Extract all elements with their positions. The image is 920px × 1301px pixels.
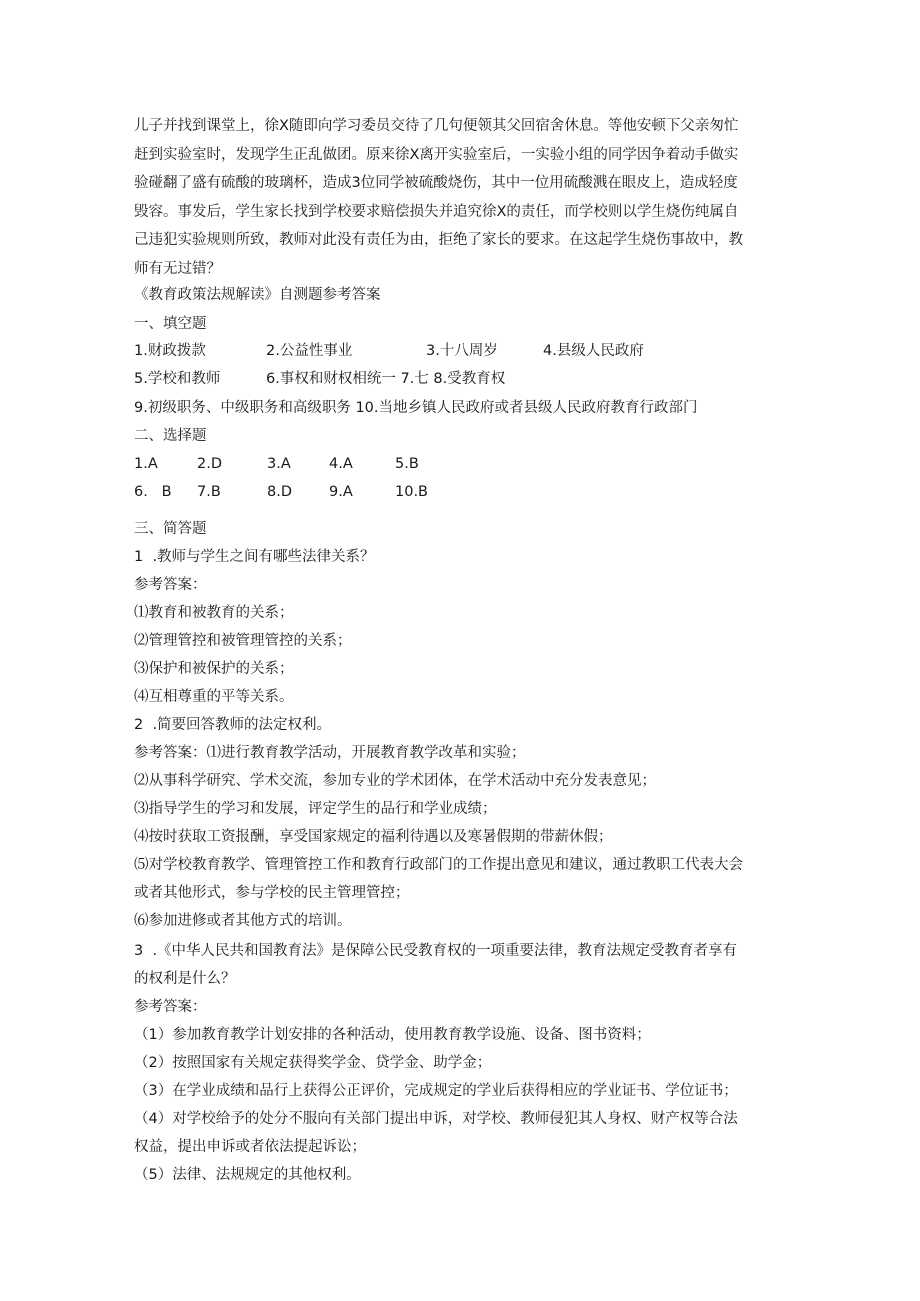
case-line: 毁容。事发后，学生家长找到学校要求赔偿损失并追究徐X的责任，而学校则以学生烧伤纯属自 [134,203,739,220]
choice-answer: 7.B [197,484,221,500]
answer-item: （1）参加教育教学计划安排的各种活动，使用教育教学设施、设备、图书资料； [134,1027,651,1043]
fill-blank-answer: 4.县级人民政府 [543,343,644,359]
case-line: 验碰翻了盛有硫酸的玻璃杯，造成3位同学被硫酸烧伤，其中一位用硫酸溅在眼皮上，造成轻度 [134,175,738,191]
fill-blank-row-3: 9.初级职务、中级职务和高级职务 10.当地乡镇人民政府或者县级人民政府教育行政部门 [134,400,698,416]
fill-blank-answer: 6.事权和财权相统一 7.七 8.受教育权 [266,371,506,387]
case-paragraph [134,112,794,283]
fill-blank-answer: 5.学校和教师 [134,371,221,387]
reference-answer-label: 参考答案： [134,999,207,1015]
answer-item: 权益，提出申诉或者依法提起诉讼； [134,1139,366,1155]
case-line: 师有无过错？ [134,260,221,277]
choice-answer: 4.A [329,456,353,472]
answer-item: ⑶指导学生的学习和发展，评定学生的品行和学业成绩； [134,801,497,817]
fill-blank-heading: 一、填空题 [134,316,207,332]
choice-answer: 5.B [395,456,419,472]
reference-answer-label: 参考答案： [134,577,207,593]
choice-answer: 9.A [329,484,353,500]
answer-item: ⑶保护和被保护的关系； [134,661,294,677]
choice-answer: 6. B [134,484,172,500]
choice-answer: 2.D [197,456,222,472]
answer-item: ⑹参加进修或者其他方式的培训。 [134,913,352,929]
fill-blank-answer: 3.十八周岁 [426,343,498,359]
answer-item: ⑷互相尊重的平等关系。 [134,689,294,705]
question-3-line: 的权利是什么？ [134,971,236,987]
choice-answer: 3.A [267,456,291,472]
question-2: 2 .简要回答教师的法定权利。 [134,717,332,733]
fill-blank-answer: 2.公益性事业 [266,343,353,359]
choice-answer: 1.A [134,456,158,472]
answer-item: （5）法律、法规规定的其他权利。 [134,1167,361,1183]
case-line: 己违犯实验规则所致，教师对此没有责任为由，拒绝了家长的要求。在这起学生烧伤事故中，教 [134,232,743,248]
choice-answer: 10.B [395,484,429,500]
answer-title: 《教育政策法规解读》自测题参考答案 [134,287,381,303]
answer-item: （2）按照国家有关规定获得奖学金、贷学金、助学金； [134,1055,492,1071]
answer-item: ⑵管理管控和被管理管控的关系； [134,633,352,649]
short-answer-heading: 三、简答题 [134,521,207,537]
question-1: 1 .教师与学生之间有哪些法律关系？ [134,549,375,565]
answer-item: ⑴教育和被教育的关系； [134,605,294,621]
answer-item: （4）对学校给予的处分不服向有关部门提出申诉，对学校、教师侵犯其人身权、财产权等合法 [134,1111,738,1127]
answer-item: ⑸对学校教育教学、管理管控工作和教育行政部门的工作提出意见和建议，通过教职工代表大会 [134,857,743,873]
question-3-line: 3 .《中华人民共和国教育法》是保障公民受教育权的一项重要法律，教育法规定受教育者享有 [134,943,738,959]
answer-item: （3）在学业成绩和品行上获得公正评价，完成规定的学业后获得相应的学业证书、学位证书； [134,1083,738,1099]
answer-item: 参考答案：⑴进行教育教学活动，开展教育教学改革和实验； [134,745,526,761]
fill-blank-answer: 1.财政拨款 [134,343,206,359]
case-line: 赶到实验室时，发现学生正乱做团。原来徐X离开实验室后，一实验小组的同学因争着动手做实 [134,146,739,163]
choice-answer: 8.D [267,484,292,500]
answer-item: 或者其他形式，参与学校的民主管理管控； [134,885,410,901]
answer-item: ⑷按时获取工资报酬，享受国家规定的福利待遇以及寒暑假期的带薪休假； [134,829,613,845]
case-line: 儿子并找到课堂上，徐X随即向学习委员交待了几句便领其父回宿舍休息。等他安顿下父亲匆忙 [134,118,739,134]
choice-heading: 二、选择题 [134,428,207,444]
answer-item: ⑵从事科学研究、学术交流，参加专业的学术团体，在学术活动中充分发表意见； [134,773,656,789]
